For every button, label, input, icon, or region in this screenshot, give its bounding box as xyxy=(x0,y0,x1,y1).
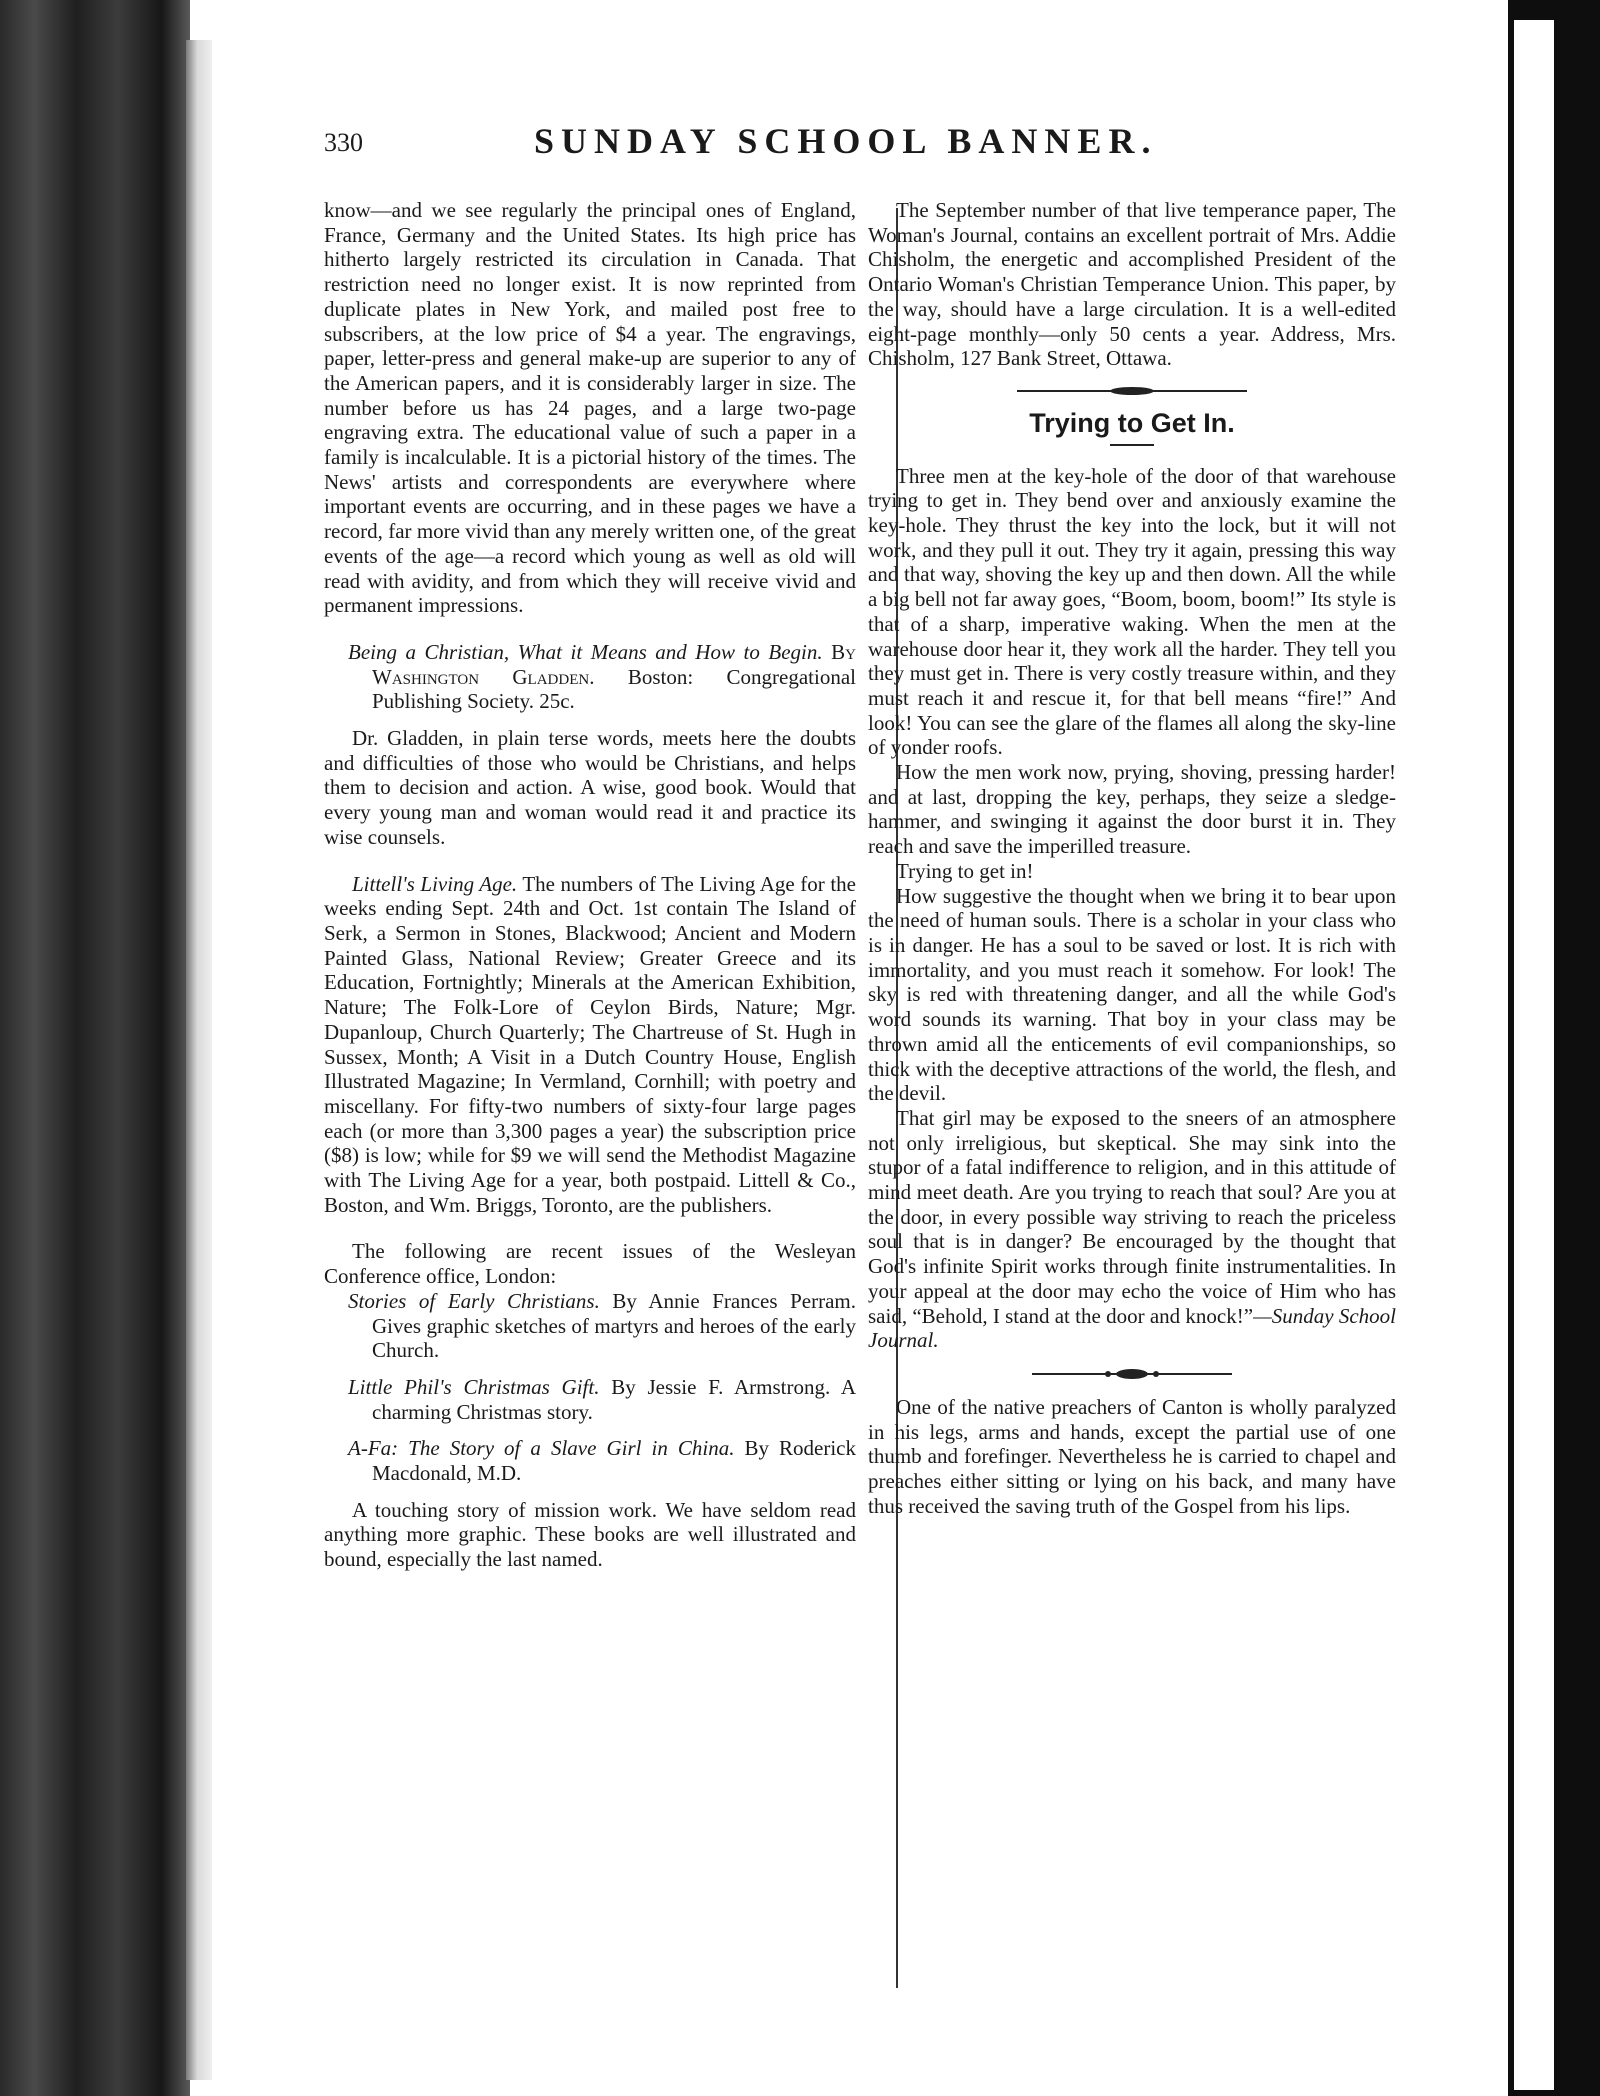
book-description: By Roderick Macdonald, M.D. xyxy=(372,1436,856,1486)
article-source: —Sunday School Journal. xyxy=(868,1303,1396,1353)
article-paragraph: One of the native preachers of Canton is wholly paralyzed in his legs, arms and hands, except the partial use of one thumb and forefinger. Nevertheless he is carried to chapel and preaches either sitting or lying on his back, and many have thus received the saving truth of the Gospel from his lips. xyxy=(868,1394,1396,1518)
book-notice xyxy=(348,1436,856,1485)
publication-title: SUNDAY SCHOOL BANNER. xyxy=(534,121,1158,161)
periodical-text: The numbers of The Living Age for the weeks ending Sept. 24th and Oct. 1st contain The Island of Serk, a Sermon in Stones, Blackwood; Ancient and Modern Painted Glass, National Review; Greater Greece and its Education, Fortnightly; Minerals at the American Exhibition, Nature; The Folk-Lore of Ceylon Birds, Nature; Mgr. Dupanloup, Church Quarterly; The Chartreuse of St. Hugh in Sussex, Month; A Visit in a Dutch Country House, English Illustrated Magazine; In Vermland, Cornhill; with poetry and miscellany. For fifty-two numbers of sixty-four large pages each (or more than 3,300 pages a year) the subscription price ($8) is low; while for $9 we will send the Methodist Magazine with The Living Age for a year, both postpaid. Littell & Co., Boston, and Wm. Briggs, Toronto, are the publishers. xyxy=(324,871,856,1217)
heading-rule xyxy=(1110,444,1154,446)
book-title: Stories of Early Christians. xyxy=(348,1288,600,1313)
left-column xyxy=(324,198,856,1572)
article-paragraph: Three men at the key-hole of the door of that warehouse trying to get in. They bend over and anxiously examine the key-hole. They thrust the key into the lock, but it will not work, and they pull it out. They try it again, pressing this way and that way, shoving the key up and then down. All the while a big bell not far away goes, “Boom, boom, boom!” Its style is that of a sharp, imperative waking. When the men at the warehouse door hear it, they work all the harder. They tell you they must get in. There is very costly treasure within, and they must reach it and rescue it, for that bell means “fire!” And look! You can see the glare of the flames all along the sky-line of yonder roofs. xyxy=(868,463,1396,760)
facing-page-sliver xyxy=(1514,20,1554,2090)
article-paragraph-text: That girl may be exposed to the sneers of an atmosphere not only irreligious, but skeptical. She may sink into the stupor of a fatal indifference to religion, and in this attitude of mind meet death. Are you trying to reach that soul? Are you at the door, in every possible way striving to reach the priceless soul that is in danger? Be encouraged by the thought that God's infinite Spirit works through finite instrumentalities. In your appeal at the door may echo the voice of Him who has said, “Behold, I stand at the door and knock!” xyxy=(868,1105,1396,1328)
article-heading: Trying to Get In. xyxy=(1029,407,1235,438)
publisher-intro: The following are recent issues of the Wesleyan Conference office, London: xyxy=(324,1239,856,1289)
book-author: By Washington Gladden. xyxy=(372,639,857,689)
running-head xyxy=(324,120,1394,180)
book-description: By Jessie F. Armstrong. A charming Christmas story. xyxy=(372,1374,856,1424)
article-paragraph: Trying to get in! xyxy=(896,858,1034,883)
ornamental-divider xyxy=(868,1367,1396,1381)
periodical-title: Littell's Living Age. xyxy=(352,871,518,896)
page-edge xyxy=(186,40,214,2080)
book-notice xyxy=(348,1289,856,1363)
book-review: A touching story of mission work. We have seldom read anything more graphic. These books are well illustrated and bound, especially the last named. xyxy=(324,1497,856,1572)
periodical-notice xyxy=(324,872,856,1218)
temperance-notice: The September number of that live temperance paper, The Woman's Journal, contains an excellent portrait of Mrs. Addie Chisholm, the energetic and accomplished President of the Ontario Woman's Christian Temperance Union. This paper, by the way, should have a large circulation. It is a well-edited eight-page monthly—only 50 cents a year. Address, Mrs. Chisholm, 127 Bank Street, Ottawa. xyxy=(868,198,1396,371)
page-number: 330 xyxy=(324,128,363,157)
book-review: Dr. Gladden, in plain terse words, meets here the doubts and difficulties of those who would be Christians, and helps them to decision and action. A wise, good book. Would that every young man and woman would read it and practice its wise counsels. xyxy=(324,726,856,849)
book-title: Being a Christian, What it Means and How to Begin. xyxy=(348,639,823,664)
article-continuation: know—and we see regularly the principal ones of England, France, Germany and the United States. Its high price has hitherto largely restricted its circulation in Canada. That restriction need no longer exist. It is now reprinted from duplicate plates in New York, and mailed post free to subscribers, at the low price of $4 a year. The engravings, paper, letter-press and general make-up are superior to any of the American papers, and it is considerably larger in size. The number before us has 24 pages, and a large two-page engraving extra. The educational value of such a paper in a family is incalculable. It is a pictorial history of the times. The News' artists and correspondents are everywhere where important events are occurring, and in these pages we have a record, far more vivid than any merely written one, of the great events of the age—a record which young as well as old will read with avidity, and from which they will receive vivid and permanent impressions. xyxy=(324,198,856,618)
book-title: A-Fa: The Story of a Slave Girl in China. xyxy=(348,1436,735,1461)
book-page xyxy=(212,28,1504,2088)
book-description: By Annie Frances Perram. Gives graphic sketches of martyrs and heroes of the early Church. xyxy=(372,1288,856,1363)
book-notice xyxy=(348,1375,856,1424)
right-column xyxy=(868,198,1396,1518)
ornamental-divider xyxy=(868,385,1396,397)
book-publisher: Boston: Congregational Publishing Society. 25c. xyxy=(372,664,856,714)
article-paragraph xyxy=(868,1106,1396,1353)
book-spine xyxy=(0,0,190,2096)
article-paragraph: How the men work now, prying, shoving, pressing harder! and at last, dropping the key, perhaps, they seize a sledge-hammer, and swinging it against the door burst it in. They reach and save the imperilled treasure. xyxy=(868,760,1396,859)
book-notice xyxy=(348,640,856,714)
article-paragraph: How suggestive the thought when we bring it to bear upon the need of human souls. There is a scholar in your class who is in danger. He has a soul to be saved or lost. It is rich with immortality, and you must reach it somehow. For look! The sky is red with threatening danger, and all the while God's word sounds its warning. That boy in your class may be thrown amid all the enticements of evil companionships, so thick with the deceptive attractions of the world, the flesh, and the devil. xyxy=(868,883,1396,1106)
book-title: Little Phil's Christmas Gift. xyxy=(348,1374,600,1399)
